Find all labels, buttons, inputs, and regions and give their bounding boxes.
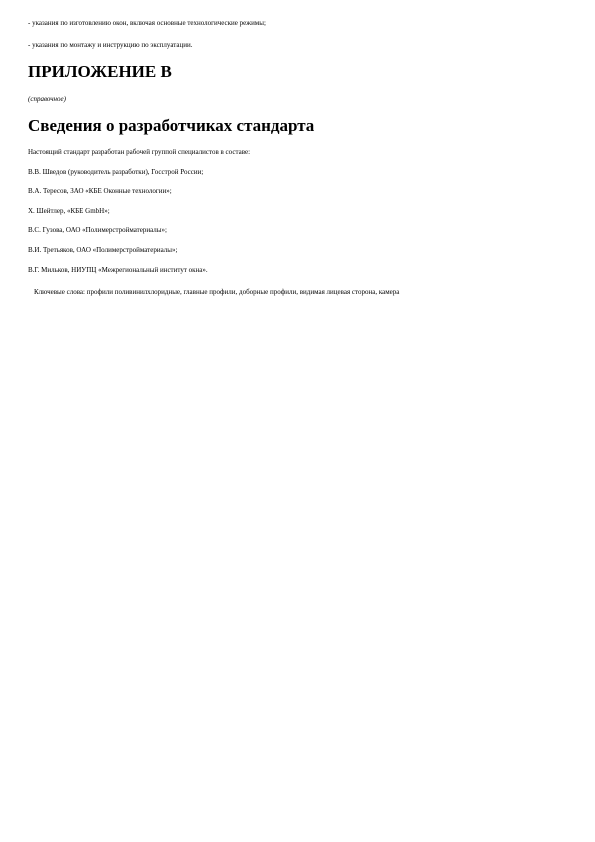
appendix-note: (справочное)	[28, 95, 66, 103]
section-title: Сведения о разработчиках стандарта	[28, 116, 315, 135]
intro-text: Настоящий стандарт разработан рабочей группой специалистов в составе:	[28, 148, 251, 156]
developer-item: Х. Шейтлер, «КБЕ GmbH»;	[28, 207, 110, 215]
developer-item: В.Г. Мильков, НИУПЦ «Межрегиональный институт окна».	[28, 266, 208, 274]
developer-item: В.А. Тересов, ЗАО «КБЕ Оконные технологии»;	[28, 187, 172, 195]
appendix-title: ПРИЛОЖЕНИЕ В	[28, 62, 172, 81]
keywords-text: Ключевые слова: профили поливинилхлоридные, главные профили, доборные профили, видимая лицевая сторона, камера	[34, 288, 400, 296]
developer-item: В.И. Третьяков, ОАО «Полимерстройматериалы»;	[28, 246, 178, 254]
bullet-item: - указания по изготовлению окон, включая основные технологические режимы;	[28, 19, 266, 27]
developer-item: В.В. Шведов (руководитель разработки), Госстрой России;	[28, 168, 204, 176]
developer-item: В.С. Гузова, ОАО «Полимерстройматериалы»;	[28, 226, 167, 234]
bullet-item: - указания по монтажу и инструкцию по эксплуатации.	[28, 41, 193, 49]
